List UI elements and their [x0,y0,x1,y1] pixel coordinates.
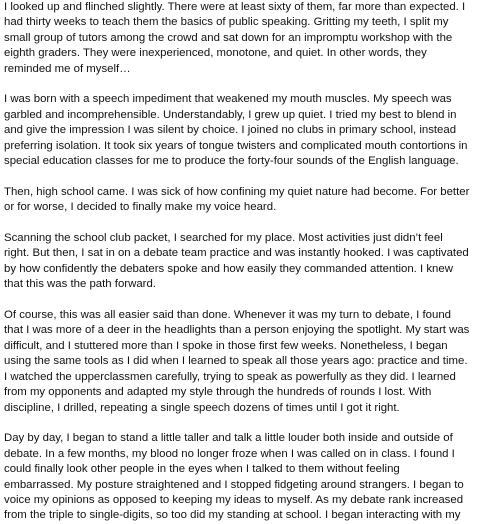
text-line: small group of tutors among the crowd and sat down for an impromptu workshop with the [4,31,453,44]
text-line: special education classes for me to produce the forty-four sounds of the English language. [4,155,459,168]
text-line: Of course, this was all easier said than done. Whenever it was my turn to debate, I found [4,309,451,322]
paragraph-1 [4,0,498,77]
paragraph-3 [4,185,498,216]
text-line: or for worse, I decided to finally make my voice heard. [4,201,277,214]
paragraph-5 [4,308,498,416]
text-line: and give the impression I was silent by choice. I joined no clubs in primary school, instead [4,124,457,137]
text-line: reminded me of myself… [4,62,131,75]
paragraph-6 [4,431,498,523]
text-line: voice my opinions as opposed to keeping my ideas to myself. As my debate rank increased [4,493,464,506]
text-line: Day by day, I began to stand a little taller and talk a little louder both inside and outside of [4,432,453,445]
text-line: using the same tools as I did when I learned to speak all those years ago: practice and time. [4,355,468,368]
text-line: I was born with a speech impediment that weakened my mouth muscles. My speech was [4,93,452,106]
text-line: could finally look other people in the eyes when I talked to them without feeling [4,463,400,476]
text-line: Scanning the school club packet, I searched for my place. Most activities just didn’t feel [4,232,443,245]
text-line: discipline, I drilled, repeating a single speech dozens of times until I got it right. [4,401,400,414]
text-line: from the triple to single-digits, so too did my standing at school. I began interacting with my [4,509,461,522]
paragraph-2 [4,92,498,169]
text-line: difficult, and I stuttered more than I spoke in those first few weeks. Nonetheless, I began [4,339,448,352]
text-line: by how confidently the debaters spoke and how easily they commanded attention. I knew [4,262,453,275]
text-line: that I was more of a deer in the headlights than a person enjoying the spotlight. My start was [4,324,470,337]
document-body [4,0,498,522]
text-line: from my opponents and adapted my style through the hundreds of rounds I lost. With [4,386,432,399]
text-line: debate. In a few months, my blood no longer froze when I was called on in class. I found I [4,447,455,460]
text-line: garbled and incomprehensible. Understandably, I grew up quiet. I tried my best to blend in [4,108,457,121]
text-line: right. But then, I sat in on a debate team practice and was instantly hooked. I was captivated [4,247,469,260]
text-line: embarrassed. My posture straightened and I stopped fidgeting around strangers. I began to [4,478,464,491]
text-line: had thirty weeks to teach them the basics of public speaking. Gritting my teeth, I split my [4,16,449,29]
text-line: eighth graders. They were inexperienced, monotone, and quiet. In other words, they [4,47,427,60]
text-line: I looked up and flinched slightly. There were at least sixty of them, far more than expected. I [4,1,466,13]
text-line: I watched the upperclassmen carefully, trying to speak as powerfully as they did. I learned [4,370,456,383]
paragraph-4 [4,231,498,293]
text-line: preferring isolation. It took six years of tongue twisters and complicated mouth contortions in [4,139,468,152]
text-line: that this was the path forward. [4,278,156,291]
text-line: Then, high school came. I was sick of how confining my quiet nature had become. For better [4,185,470,198]
